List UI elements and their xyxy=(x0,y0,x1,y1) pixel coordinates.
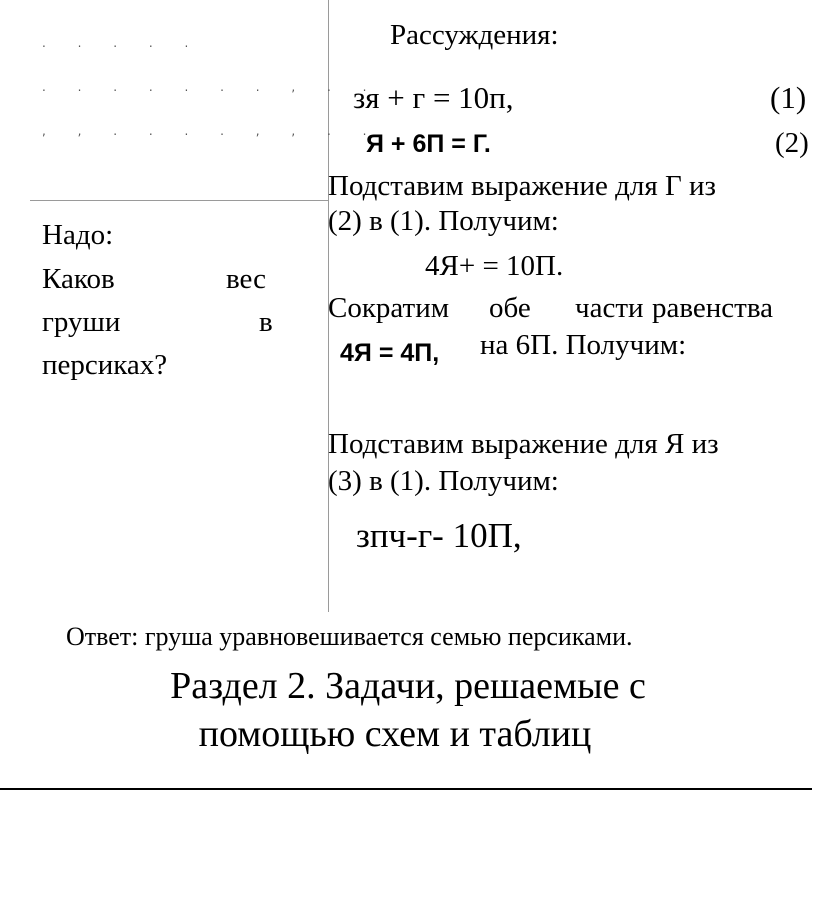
answer-line: Ответ: груша уравновешивается семью персиками. xyxy=(66,622,633,651)
question-last: персиках? xyxy=(42,349,168,381)
text-line-1: Подставим выражение для Г из xyxy=(328,170,716,202)
text-line-3-word-3: части xyxy=(575,292,644,324)
equation-3 xyxy=(425,250,563,283)
text-line-5: Подставим выражение для Я из xyxy=(328,428,719,460)
text-line-2: (2) в (1). Получим: xyxy=(328,205,559,237)
section-title-line-2: помощью схем и таблиц xyxy=(198,713,592,755)
equation-1-number: (1) xyxy=(770,80,807,115)
left-section-divider xyxy=(30,200,328,201)
question-word-4: в xyxy=(259,306,273,338)
faded-line-2: . . . . . . . , . . xyxy=(42,80,381,94)
faded-line-1: . . . . . xyxy=(42,36,203,50)
question-word-1: Каков xyxy=(42,263,115,295)
text-line-3-word-1: Сократим xyxy=(328,292,450,324)
text-line-6: (3) в (1). Получим: xyxy=(328,465,559,497)
question-word-3: груши xyxy=(42,306,121,338)
equation-4: 4Я = 4П, xyxy=(340,339,440,367)
equation-1: зя + г = 10п, xyxy=(353,80,514,115)
text-line-3-word-2: обе xyxy=(489,292,531,324)
faded-line-3: , , . . . . , , . . xyxy=(42,124,381,138)
reasoning-heading: Рассуждения: xyxy=(390,19,559,51)
text-line-4: на 6П. Получим: xyxy=(480,329,687,361)
bottom-rule xyxy=(0,788,812,790)
question-word-2: вес xyxy=(226,263,266,295)
equation-2-number: (2) xyxy=(775,127,809,159)
section-title-line-1: Раздел 2. Задачи, решаемые с xyxy=(170,665,646,707)
equation-2: Я + 6П = Г. xyxy=(366,130,491,158)
equation-3-text: 4Я+ = 10П. xyxy=(425,250,564,282)
text-line-3-word-4: равенства xyxy=(652,292,774,324)
equation-5: зпч-г- 10П, xyxy=(356,516,522,555)
need-title: Надо: xyxy=(42,219,114,251)
